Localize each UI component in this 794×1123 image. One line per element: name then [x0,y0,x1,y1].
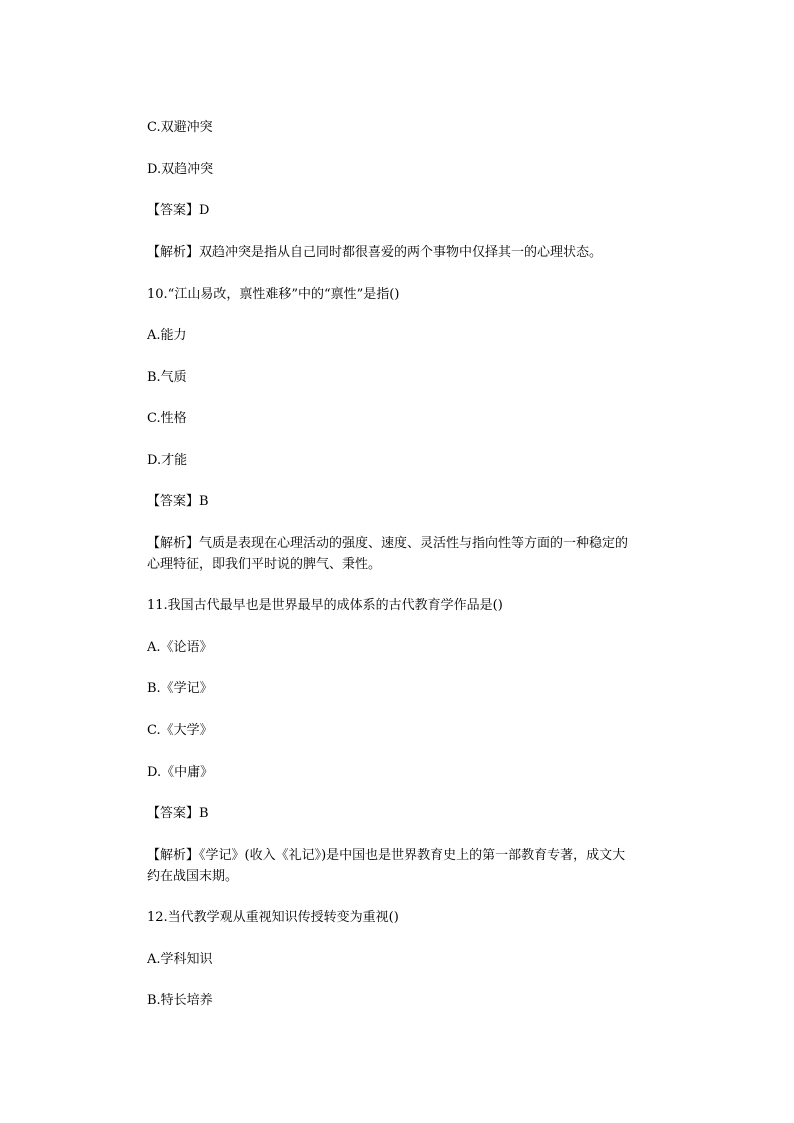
question-12: 12.当代教学观从重视知识传授转变为重视() [147,910,399,925]
question-11: 11.我国古代最早也是世界最早的成体系的古代教育学作品是() [147,598,503,613]
q11-option-b: B.《学记》 [147,681,213,696]
q11-option-a: A.《论语》 [147,640,213,655]
q10-option-d: D.才能 [147,453,188,468]
answer-q9: 【答案】D [147,203,210,218]
question-10: 10.“江山易改，禀性难移”中的“禀性”是指() [147,287,400,302]
option-d-conflict: D.双趋冲突 [147,162,214,177]
explanation-q9: 【解析】双趋冲突是指从自己同时都很喜爱的两个事物中仅择其一的心理状态。 [147,245,603,260]
answer-q11: 【答案】B [147,806,209,821]
explanation-q10-line1: 【解析】气质是表现在心理活动的强度、速度、灵活性与指向性等方面的一种稳定的 [147,536,629,551]
explanation-q11-line1: 【解析】《学记》(收入《礼记》)是中国也是世界教育史上的第一部教育专著，成文大 [147,848,626,863]
q10-option-b: B.气质 [147,370,187,385]
q10-option-c: C.性格 [147,411,187,426]
q12-option-b: B.特长培养 [147,993,213,1008]
q12-option-a: A.学科知识 [147,952,213,967]
q10-option-a: A.能力 [147,328,187,343]
q11-option-c: C.《大学》 [147,723,213,738]
explanation-q11-line2: 约在战国末期。 [147,869,239,884]
q11-option-d: D.《中庸》 [147,765,214,780]
answer-q10: 【答案】B [147,494,209,509]
option-c-conflict: C.双避冲突 [147,120,213,135]
explanation-q10-line2: 心理特征，即我们平时说的脾气、秉性。 [147,557,382,572]
